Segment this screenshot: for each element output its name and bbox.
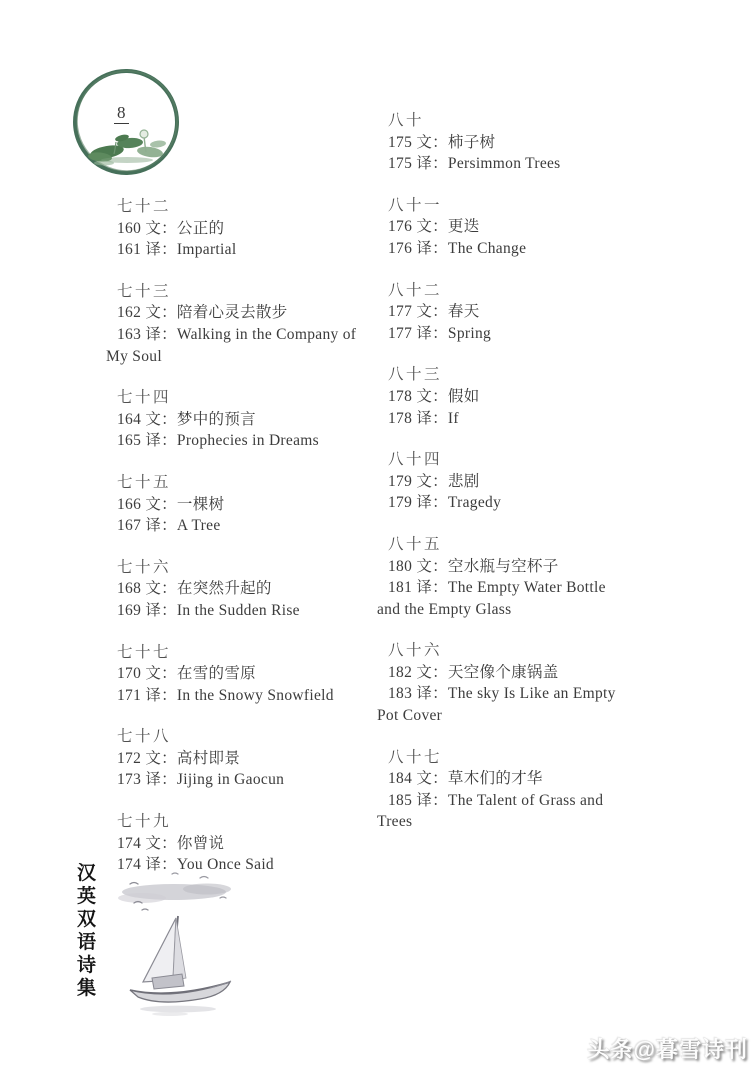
page-number-stamp	[70, 64, 182, 180]
yi-line: 174 译：You Once Said	[117, 856, 274, 874]
yi-line: 169 译：In the Sudden Rise	[117, 601, 300, 619]
toc-left-column	[106, 196, 358, 896]
toc-section	[106, 281, 358, 367]
toc-section	[377, 534, 629, 620]
section-number-header: 八十	[388, 112, 425, 129]
yi-line: 178 译：If	[388, 409, 459, 427]
wen-line: 178 文：假如	[388, 387, 480, 405]
wen-line: 170 文：在雪的雪原	[117, 665, 256, 683]
toc-section	[377, 449, 629, 514]
toc-section	[106, 557, 358, 622]
wen-line: 164 文：梦中的预言	[117, 410, 256, 428]
toc-right-column	[377, 110, 629, 853]
yi-line: 179 译：Tragedy	[388, 494, 502, 512]
yi-line: 176 译：The Change	[388, 239, 527, 257]
wen-line: 177 文：春天	[388, 303, 480, 321]
yi-line: 163 译：Walking in the Company of My Soul	[106, 325, 357, 365]
book-title-char: 集	[77, 978, 97, 999]
yi-line: 173 译：Jijing in Gaocun	[117, 771, 285, 789]
section-number-header: 八十六	[388, 642, 443, 660]
toc-section	[106, 196, 358, 261]
section-number-header: 七十五	[117, 473, 172, 491]
wen-line: 162 文：陪着心灵去散步	[117, 304, 288, 322]
section-number-header: 七十八	[117, 728, 172, 746]
section-number-header: 七十七	[117, 643, 172, 661]
wen-line: 182 文：天空像个康锅盖	[388, 663, 559, 681]
yi-line: 171 译：In the Snowy Snowfield	[117, 686, 334, 704]
page-number: 8	[114, 102, 129, 124]
book-title-char: 英	[77, 886, 97, 907]
toc-section	[106, 642, 358, 707]
wen-line: 172 文：高村即景	[117, 749, 241, 767]
toc-section	[106, 726, 358, 791]
boat-illustration	[112, 858, 252, 1023]
toc-section	[106, 472, 358, 537]
toc-section	[377, 747, 629, 833]
book-title-char: 汉	[77, 863, 97, 884]
section-number-header: 七十二	[117, 198, 172, 215]
yi-line: 181 译：The Empty Water Bottle and the Empty Glass	[377, 579, 606, 618]
yi-line: 177 译：Spring	[388, 324, 492, 342]
toc-section	[377, 280, 629, 345]
section-number-header: 八十四	[388, 451, 443, 469]
yi-line: 165 译：Prophecies in Dreams	[117, 432, 319, 450]
section-number-header: 七十三	[117, 282, 172, 300]
yi-line: 185 译：The Talent of Grass and Trees	[377, 791, 604, 831]
wen-line: 184 文：草木们的才华	[388, 770, 543, 788]
yi-line: 167 译：A Tree	[117, 517, 221, 535]
wen-line: 176 文：更迭	[388, 218, 480, 236]
wen-line: 180 文：空水瓶与空杯子	[388, 557, 559, 575]
toc-section	[106, 387, 358, 452]
yi-line: 175 译：Persimmon Trees	[388, 155, 561, 173]
section-number-header: 八十七	[388, 748, 443, 766]
watermark: 头条@暮雪诗刊	[587, 1037, 748, 1062]
book-title-vertical	[77, 862, 96, 1000]
book-title-char: 诗	[77, 955, 97, 976]
wen-line: 174 文：你曾说	[117, 834, 225, 852]
book-title-char: 双	[77, 909, 97, 930]
toc-section	[377, 110, 629, 175]
wen-line: 166 文：一棵树	[117, 495, 225, 513]
section-number-header: 八十二	[388, 281, 443, 299]
toc-section	[377, 640, 629, 726]
sailboat-icon	[112, 858, 252, 1018]
section-number-header: 八十三	[388, 366, 443, 384]
yi-line: 161 译：Impartial	[117, 241, 237, 259]
section-number-header: 七十四	[117, 389, 172, 407]
section-number-header: 七十六	[117, 558, 172, 576]
section-number-header: 八十五	[388, 535, 443, 553]
section-number-header: 八十一	[388, 196, 443, 214]
wen-line: 168 文：在突然升起的	[117, 580, 272, 598]
book-title-char: 语	[77, 932, 97, 953]
toc-section	[377, 195, 629, 260]
wen-line: 160 文：公正的	[117, 219, 225, 237]
yi-line: 183 译：The sky Is Like an Empty Pot Cover	[377, 685, 616, 725]
section-number-header: 七十九	[117, 813, 172, 831]
wen-line: 175 文：柿子树	[388, 133, 496, 151]
wen-line: 179 文：悲剧	[388, 472, 480, 490]
toc-section	[377, 364, 629, 429]
